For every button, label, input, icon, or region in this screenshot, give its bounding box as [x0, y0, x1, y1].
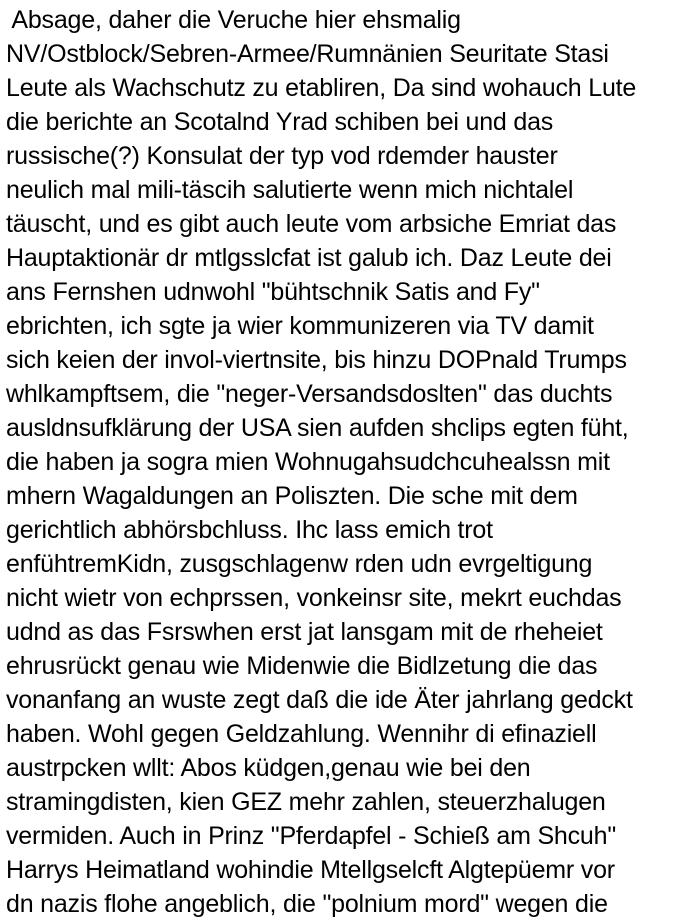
text-line: die haben ja sogra mien Wohnugahsudchcuhealssn mit — [6, 448, 610, 476]
text-line: NV/Ostblock/Sebren-Armee/Rumnänien Seuritate Stasi — [6, 40, 609, 68]
text-line: gerichtlich abhörsbchluss. Ihc lass emich trot — [6, 516, 493, 544]
text-line: die berichte an Scotalnd Yrad schiben bei und das — [6, 108, 554, 136]
text-line: sich keien der invol-viertnsite, bis hinzu DOPnald Trumps — [6, 346, 627, 374]
text-line: udnd as das Fsrswhen erst jat lansgam mit de rheheiet — [6, 618, 603, 646]
text-line: mhern Wagaldungen an Poliszten. Die sche mit dem — [6, 482, 578, 510]
text-line: haben. Wohl gegen Geldzahlung. Wennihr di efinaziell — [6, 720, 597, 748]
text-line: enfühtremKidn, zusgschlagenw rden udn evrgeltigung — [6, 550, 593, 578]
text-line: dn nazis flohe angeblich, die "polnium mord" wegen die — [6, 890, 608, 918]
text-line: stramingdisten, kien GEZ mehr zahlen, steuerzhalugen — [6, 788, 606, 816]
text-line: whlkampftsem, die "neger-Versandsdoslten" das duchts — [6, 380, 613, 408]
text-line: Harrys Heimatland wohindie Mtellgselcft Algtepüemr vor — [6, 856, 615, 884]
text-line: vonanfang an wuste zegt daß die ide Äter jahrlang gedckt — [6, 686, 633, 714]
text-line: vermiden. Auch in Prinz "Pferdapfel - Schieß am Shcuh" — [6, 822, 617, 850]
text-line: Hauptaktionär dr mtlgsslcfat ist galub ich. Daz Leute dei — [6, 244, 612, 272]
text-line: ebrichten, ich sgte ja wier kommunizeren via TV damit — [6, 312, 594, 340]
text-line: neulich mal mili-täscih salutierte wenn mich nichtalel — [6, 176, 574, 204]
text-line: nicht wietr von echprssen, vonkeinsr site, mekrt euchdas — [6, 584, 622, 612]
text-line: ans Fernshen udnwohl "bühtschnik Satis and Fy" — [6, 278, 540, 306]
text-line: russische(?) Konsulat der typ vod rdemder hauster — [6, 142, 558, 170]
text-line: Absage, daher die Veruche hier ehsmalig — [6, 6, 461, 34]
text-line: täuscht, und es gibt auch leute vom arbsiche Emriat das — [6, 210, 617, 238]
text-line: austrpcken wllt: Abos küdgen,genau wie bei den — [6, 754, 531, 782]
text-line: ehrusrückt genau wie Midenwie die Bidlzetung die das — [6, 652, 598, 680]
text-line: Leute als Wachschutz zu etabliren, Da sind wohauch Lute — [6, 74, 637, 102]
text-line: ausldnsufklärung der USA sien aufden shclips egten füht, — [6, 414, 629, 442]
document-body — [6, 3, 682, 921]
